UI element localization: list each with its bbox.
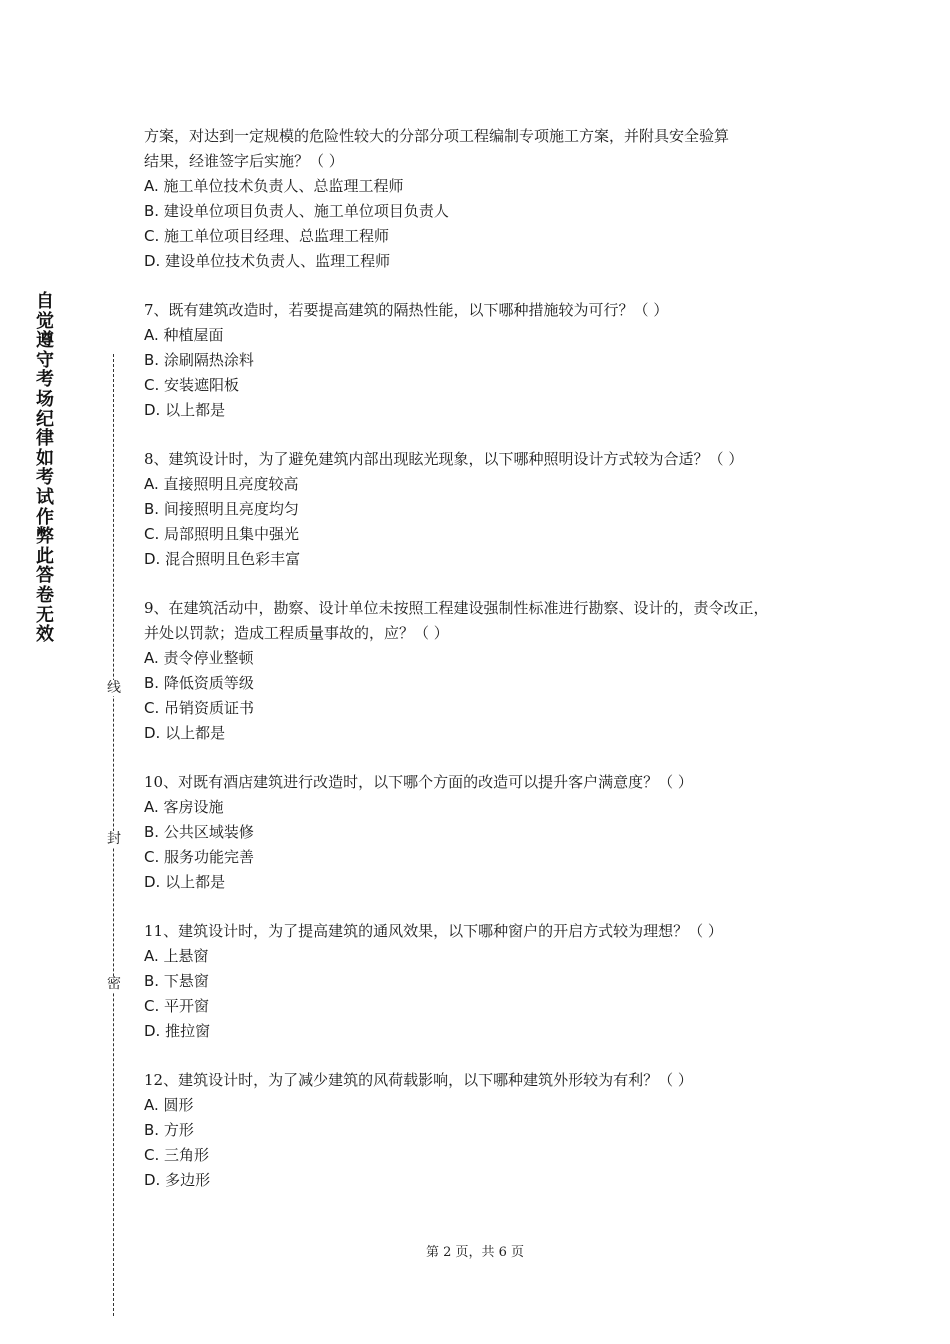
question-text-line: 10、对既有酒店建筑进行改造时，以下哪个方面的改造可以提升客户满意度？（ ）: [144, 773, 693, 791]
binding-mark-secret: 密: [102, 976, 126, 992]
option-b: [144, 199, 834, 224]
option-d: [144, 1168, 834, 1193]
option-text: 降低资质等级: [163, 674, 254, 692]
option-letter: C.: [144, 1146, 160, 1164]
option-text: 责令停业整顿: [163, 649, 254, 667]
option-letter: C.: [144, 525, 160, 543]
option-letter: D.: [144, 873, 161, 891]
question-text-line: 8、建筑设计时，为了避免建筑内部出现眩光现象，以下哪种照明设计方式较为合适？（ ）: [144, 450, 744, 468]
option-text: 多边形: [165, 1171, 211, 1189]
option-text: 推拉窗: [165, 1022, 211, 1040]
question-6-continuation: [144, 124, 834, 274]
option-text: 方形: [163, 1121, 194, 1139]
option-letter: C.: [144, 848, 160, 866]
option-letter: D.: [144, 401, 161, 419]
option-text: 施工单位技术负责人、总监理工程师: [163, 177, 404, 195]
option-text: 公共区域装修: [163, 823, 254, 841]
option-letter: B.: [144, 500, 160, 518]
option-a: [144, 174, 834, 199]
option-a: [144, 646, 834, 671]
question-text-line: 结果，经谁签字后实施？（ ）: [144, 152, 344, 170]
option-text: 直接照明且亮度较高: [163, 475, 299, 493]
option-letter: C.: [144, 227, 160, 245]
option-text: 间接照明且亮度均匀: [163, 500, 299, 518]
option-a: [144, 795, 834, 820]
option-a: [144, 1093, 834, 1118]
option-text: 平开窗: [164, 997, 210, 1015]
option-text: 下悬窗: [163, 972, 209, 990]
option-letter: C.: [144, 997, 160, 1015]
option-c: [144, 845, 834, 870]
option-letter: D.: [144, 252, 161, 270]
binding-mark-seal: 封: [102, 831, 126, 847]
option-letter: A.: [144, 177, 159, 195]
option-a: [144, 323, 834, 348]
option-b: [144, 671, 834, 696]
question-text-line: 9、在建筑活动中，勘察、设计单位未按照工程建设强制性标准进行勘察、设计的，责令改正，: [144, 599, 769, 617]
option-letter: A.: [144, 798, 159, 816]
option-letter: D.: [144, 1171, 161, 1189]
option-c: [144, 994, 834, 1019]
option-letter: C.: [144, 376, 160, 394]
option-d: [144, 870, 834, 895]
option-text: 以上都是: [165, 401, 226, 419]
option-text: 安装遮阳板: [164, 376, 240, 394]
option-text: 施工单位项目经理、总监理工程师: [164, 227, 390, 245]
option-letter: A.: [144, 947, 159, 965]
question-text-line: 11、建筑设计时，为了提高建筑的通风效果，以下哪种窗户的开启方式较为理想？（ ）: [144, 922, 723, 940]
option-letter: A.: [144, 475, 159, 493]
option-c: [144, 696, 834, 721]
option-text: 种植屋面: [163, 326, 224, 344]
question-text-line: 方案，对达到一定规模的危险性较大的分部分项工程编制专项施工方案，并附具安全验算: [144, 127, 730, 145]
option-d: [144, 1019, 834, 1044]
option-b: [144, 348, 834, 373]
option-text: 建设单位项目负责人、施工单位项目负责人: [163, 202, 449, 220]
option-b: [144, 497, 834, 522]
question-8: [144, 447, 834, 572]
option-text: 吊销资质证书: [164, 699, 255, 717]
option-text: 涂刷隔热涂料: [163, 351, 254, 369]
option-letter: B.: [144, 823, 160, 841]
option-c: [144, 373, 834, 398]
option-d: [144, 547, 834, 572]
page-number-footer: 第 2 页，共 6 页: [425, 1245, 525, 1260]
option-letter: B.: [144, 202, 160, 220]
option-text: 以上都是: [165, 724, 226, 742]
option-letter: C.: [144, 699, 160, 717]
option-letter: A.: [144, 1096, 159, 1114]
option-d: [144, 398, 834, 423]
exam-discipline-warning: 自觉遵守考场纪律如考试作弊此答卷无效: [36, 291, 54, 646]
option-letter: A.: [144, 649, 159, 667]
binding-mark-line: 线: [102, 680, 126, 696]
option-a: [144, 472, 834, 497]
question-9: [144, 596, 834, 746]
question-text-line: 并处以罚款；造成工程质量事故的，应？（ ）: [144, 624, 449, 642]
option-letter: B.: [144, 972, 160, 990]
option-a: [144, 944, 834, 969]
option-text: 建设单位技术负责人、监理工程师: [165, 252, 391, 270]
option-text: 圆形: [163, 1096, 194, 1114]
option-text: 上悬窗: [163, 947, 209, 965]
option-text: 混合照明且色彩丰富: [165, 550, 301, 568]
option-letter: B.: [144, 1121, 160, 1139]
option-c: [144, 522, 834, 547]
question-10: [144, 770, 834, 895]
option-b: [144, 969, 834, 994]
option-b: [144, 1118, 834, 1143]
option-text: 三角形: [164, 1146, 210, 1164]
question-11: [144, 919, 834, 1044]
question-12: [144, 1068, 834, 1193]
question-content: [144, 124, 834, 1217]
option-text: 服务功能完善: [164, 848, 255, 866]
question-text-line: 12、建筑设计时，为了减少建筑的风荷载影响，以下哪种建筑外形较为有利？（ ）: [144, 1071, 693, 1089]
option-letter: D.: [144, 1022, 161, 1040]
question-7: [144, 298, 834, 423]
option-d: [144, 721, 834, 746]
option-text: 局部照明且集中强光: [164, 525, 300, 543]
option-c: [144, 1143, 834, 1168]
option-d: [144, 249, 834, 274]
option-text: 客房设施: [163, 798, 224, 816]
option-letter: B.: [144, 351, 160, 369]
option-letter: D.: [144, 550, 161, 568]
question-text-line: 7、既有建筑改造时，若要提高建筑的隔热性能，以下哪种措施较为可行？（ ）: [144, 301, 669, 319]
option-letter: D.: [144, 724, 161, 742]
option-text: 以上都是: [165, 873, 226, 891]
option-b: [144, 820, 834, 845]
option-c: [144, 224, 834, 249]
option-letter: A.: [144, 326, 159, 344]
option-letter: B.: [144, 674, 160, 692]
